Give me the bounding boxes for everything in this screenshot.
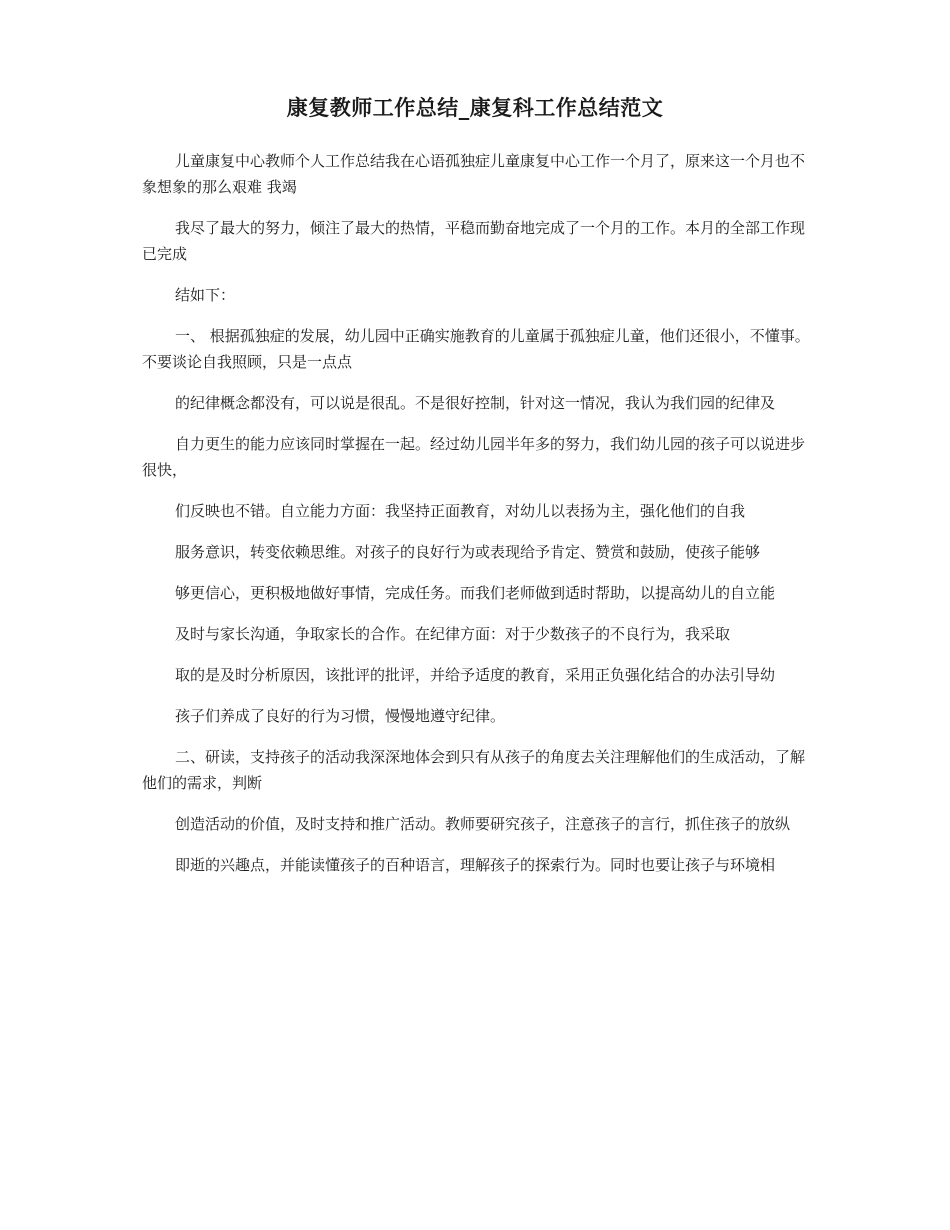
paragraph: 即逝的兴趣点，并能读懂孩子的百种语言，理解孩子的探索行为。同时也要让孩子与环境相: [175, 856, 776, 874]
paragraph: 结如下：: [175, 286, 236, 304]
paragraph: 我尽了最大的努力，倾注了最大的热情，平稳而勤奋地完成了一个月的工作。本月的全部工作现已完成: [142, 219, 806, 263]
paragraph: 创造活动的价值，及时支持和推广活动。教师要研究孩子，注意孩子的言行，抓住孩子的放纵: [175, 815, 791, 833]
paragraph: 及时与家长沟通，争取家长的合作。在纪律方面：对于少数孩子的不良行为，我采取: [175, 625, 731, 643]
document-title: 康复教师工作总结_康复科工作总结范文: [286, 95, 664, 120]
paragraph: 够更信心，更积极地做好事情，完成任务。而我们老师做到适时帮助，以提高幼儿的自立能: [175, 584, 776, 602]
paragraph: 一、 根据孤独症的发展，幼儿园中正确实施教育的儿童属于孤独症儿童，他们还很小，不懂事。不要谈论自我照顾，只是一点点: [142, 327, 810, 371]
paragraph: 取的是及时分析原因，该批评的批评，并给予适度的教育，采用正负强化结合的办法引导幼: [175, 666, 776, 684]
paragraph: 服务意识，转变依赖思维。对孩子的良好行为或表现给予肯定、赞赏和鼓励，使孩子能够: [175, 543, 761, 561]
document-body: [142, 148, 810, 893]
paragraph: 自力更生的能力应该同时掌握在一起。经过幼儿园半年多的努力，我们幼儿园的孩子可以说进步很快，: [142, 435, 806, 479]
paragraph: 的纪律概念都没有，可以说是很乱。不是很好控制，针对这一情况，我认为我们园的纪律及: [175, 394, 776, 412]
paragraph: 们反映也不错。自立能力方面：我坚持正面教育，对幼儿以表扬为主，强化他们的自我: [175, 502, 746, 520]
paragraph: 孩子们养成了良好的行为习惯，慢慢地遵守纪律。: [175, 707, 506, 725]
paragraph: 二、研读，支持孩子的活动我深深地体会到只有从孩子的角度去关注理解他们的生成活动，了解他们的需求，判断: [142, 748, 806, 792]
paragraph: 儿童康复中心教师个人工作总结我在心语孤独症儿童康复中心工作一个月了，原来这一个月也不象想象的那么艰难 我竭: [142, 152, 806, 196]
